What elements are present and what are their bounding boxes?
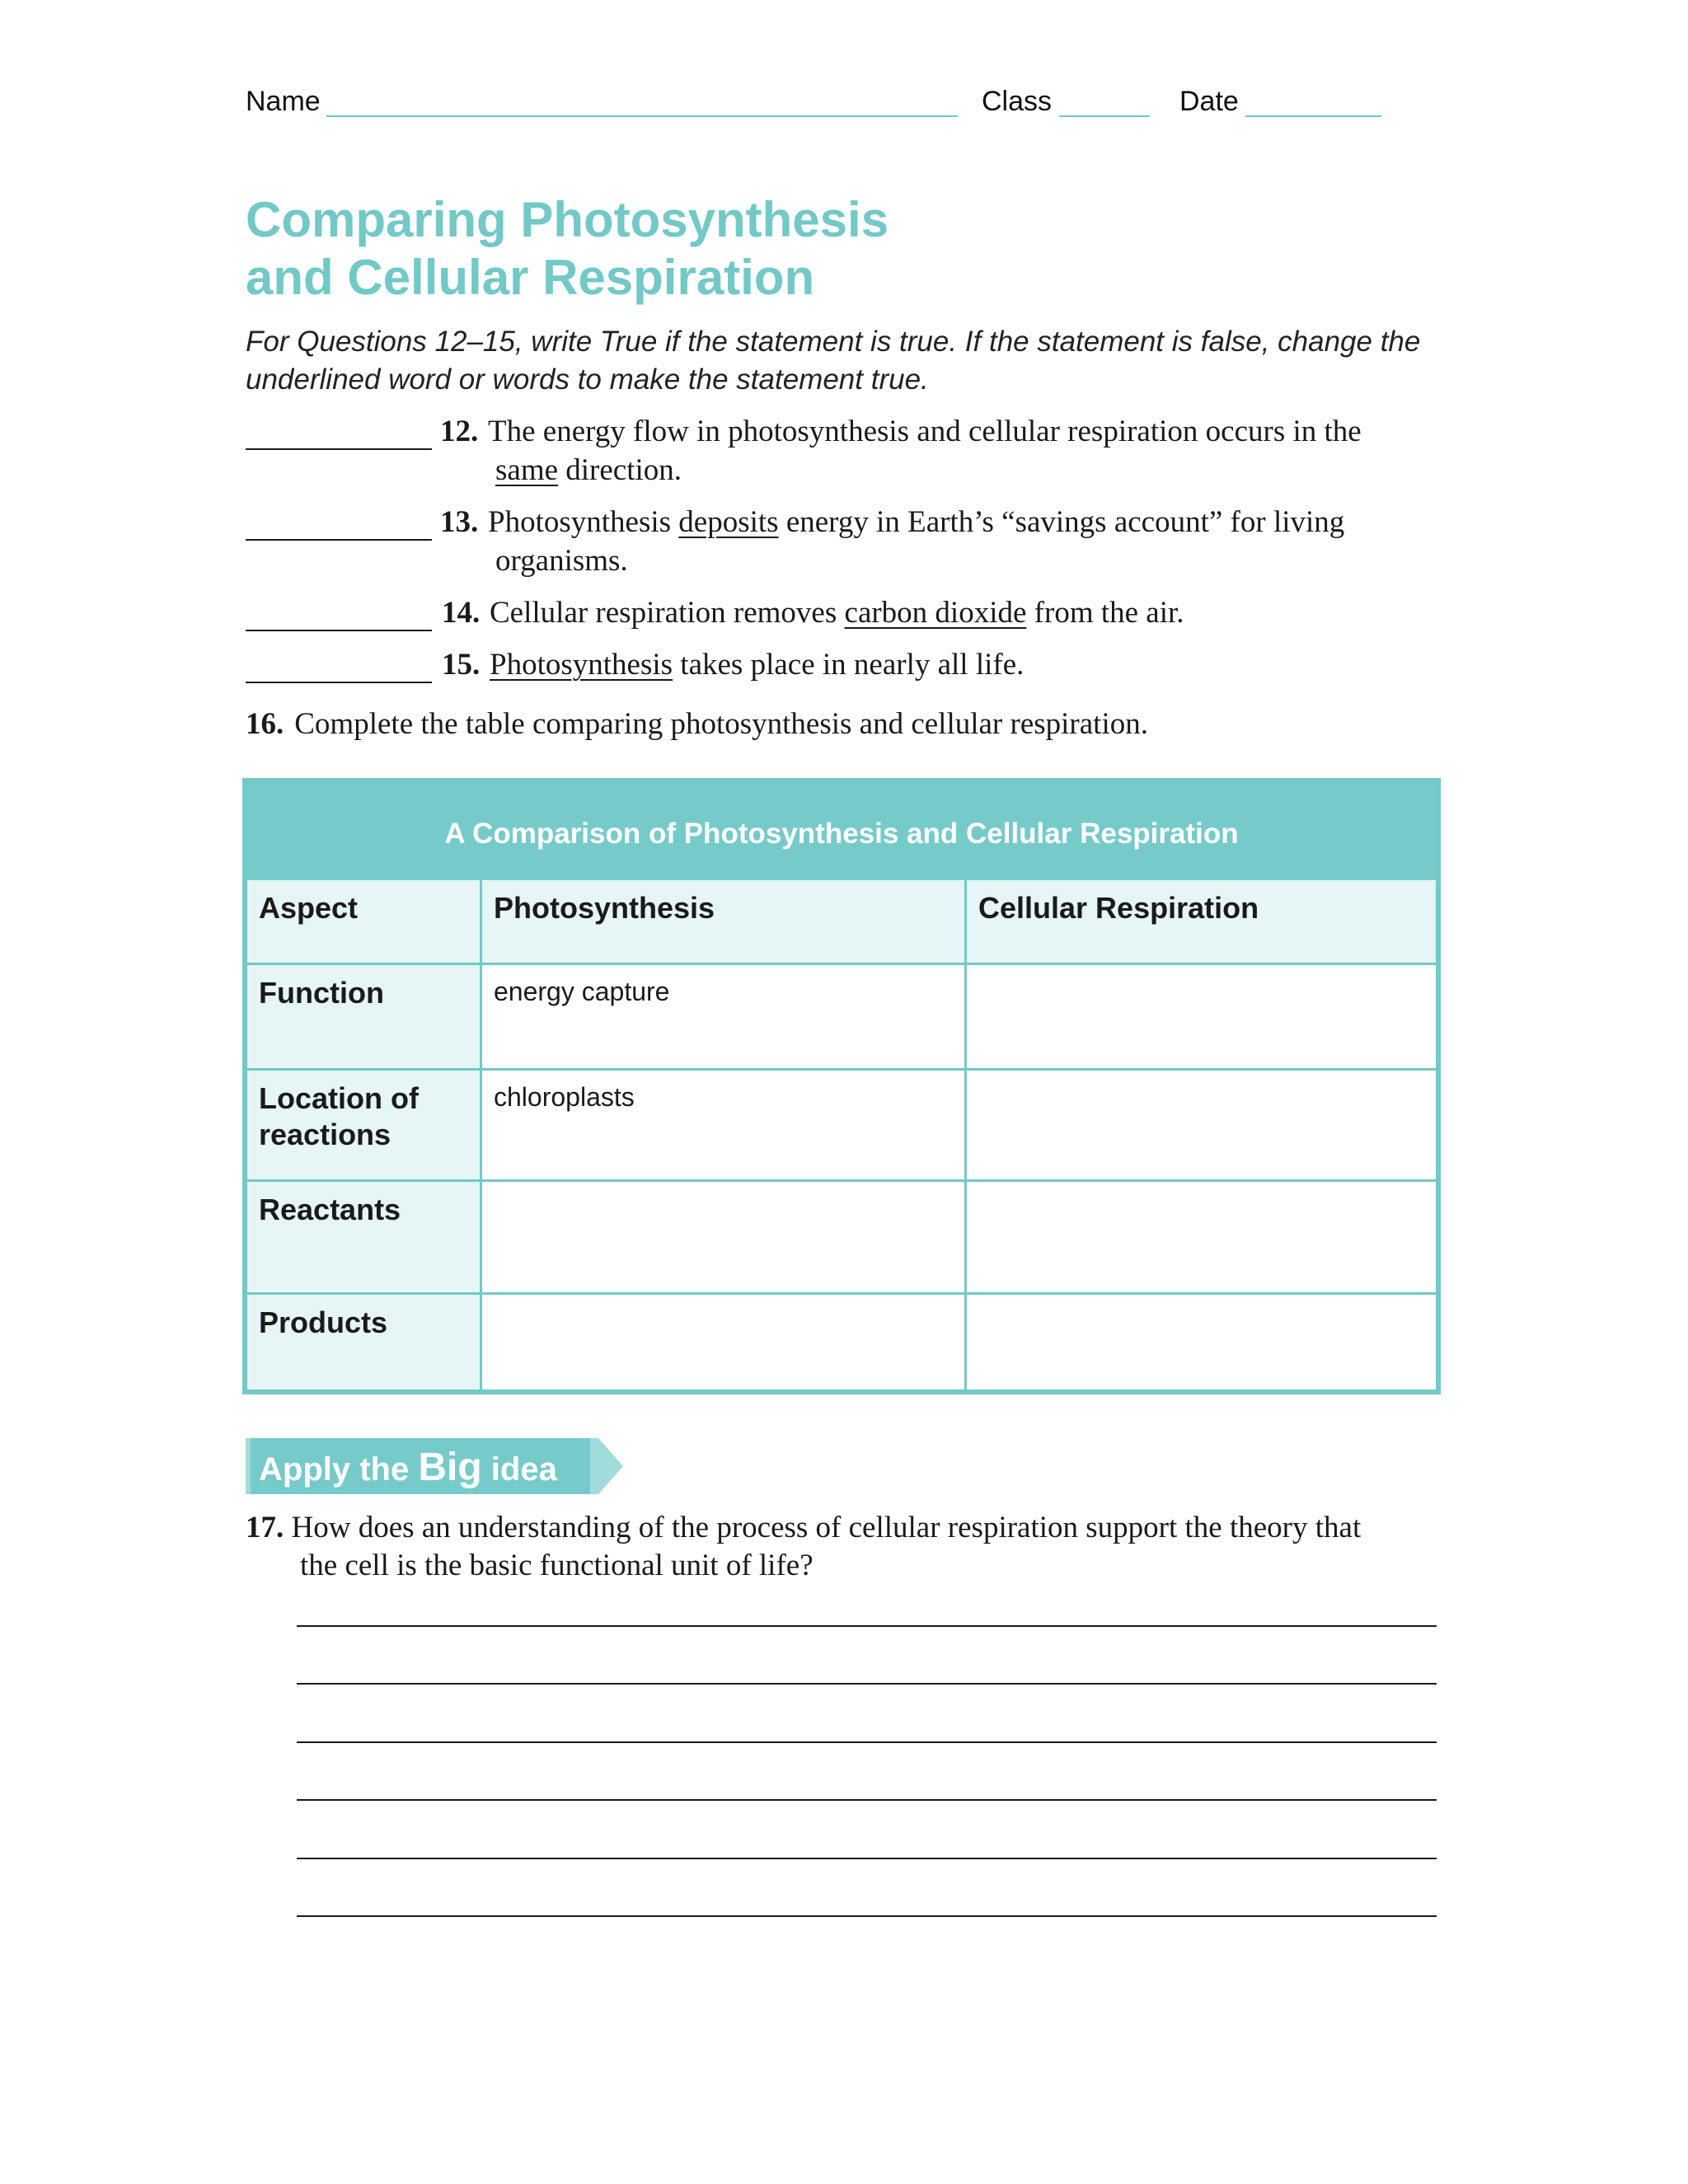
question-text	[488, 503, 1344, 541]
question-text	[490, 593, 1184, 632]
answer-line[interactable]	[297, 1799, 1437, 1801]
page-title	[246, 191, 1235, 307]
date-field[interactable]	[1245, 115, 1381, 117]
question-text: The energy flow in photosynthesis and cellular respiration occurs in the	[488, 415, 1362, 448]
question-14	[246, 593, 1482, 635]
question-text: How does an understanding of the process of cellular respiration support the theory that	[284, 1511, 1362, 1544]
title-line-2: and Cellular Respiration	[246, 250, 815, 305]
cell-function-photosynthesis[interactable]: energy capture	[482, 965, 967, 1071]
underlined-term: deposits	[678, 505, 779, 539]
banner-label	[259, 1445, 557, 1493]
question-text-after: energy in Earth’s “savings account” for living	[778, 505, 1345, 539]
cell-location-respiration[interactable]	[967, 1071, 1436, 1182]
comparison-table	[242, 778, 1441, 1394]
question-17	[246, 1509, 1449, 1585]
question-number: 17.	[246, 1511, 284, 1544]
row-header-reactants: Reactants	[247, 1182, 482, 1295]
question-number: 14.	[442, 596, 481, 630]
question-text-after: direction.	[558, 453, 682, 487]
column-header-photosynthesis: Photosynthesis	[482, 880, 967, 965]
question-number: 12.	[440, 415, 479, 448]
answer-line[interactable]	[297, 1915, 1437, 1917]
cell-function-respiration[interactable]	[967, 965, 1436, 1071]
question-16	[246, 705, 1482, 746]
cell-location-photosynthesis[interactable]: chloroplasts	[482, 1071, 967, 1182]
title-line-1: Comparing Photosynthesis	[246, 192, 889, 247]
row-header-location: Location of reactions	[247, 1071, 482, 1182]
column-header-cellular-respiration: Cellular Respiration	[967, 880, 1436, 965]
answer-line[interactable]	[297, 1858, 1437, 1859]
answer-blank-13[interactable]	[246, 539, 432, 541]
answer-line[interactable]	[297, 1625, 1437, 1627]
question-13	[246, 503, 1482, 582]
question-text	[490, 645, 1024, 684]
instructions: For Questions 12–15, write True if the statement is true. If the statement is false, change the underlined word or words to make the statement true.	[246, 326, 1421, 396]
question-17-line-1	[246, 1509, 1449, 1547]
question-continuation: organisms.	[495, 544, 628, 578]
row-header-products: Products	[247, 1295, 482, 1390]
question-text-after: takes place in nearly all life.	[673, 648, 1025, 682]
name-field[interactable]	[326, 115, 958, 117]
question-15	[246, 645, 1482, 687]
column-header-aspect: Aspect	[247, 880, 482, 965]
question-number: 15.	[442, 648, 481, 682]
cell-reactants-photosynthesis[interactable]	[482, 1182, 967, 1295]
date-label: Date	[1179, 86, 1239, 117]
apply-big-idea-banner	[246, 1438, 625, 1494]
question-12	[246, 412, 1482, 491]
question-continuation	[495, 451, 682, 490]
underlined-term: Photosynthesis	[490, 648, 673, 682]
question-17-line-2: the cell is the basic functional unit of life?	[300, 1549, 814, 1582]
question-text-before: Cellular respiration removes	[490, 596, 845, 630]
cell-products-photosynthesis[interactable]	[482, 1295, 967, 1390]
banner-prefix: Apply the	[259, 1451, 419, 1488]
name-label: Name	[246, 86, 321, 117]
question-number: 13.	[440, 505, 479, 539]
banner-big-word: Big	[418, 1446, 482, 1489]
question-text-before: Photosynthesis	[488, 505, 679, 539]
header-row	[246, 82, 1400, 122]
underlined-term: carbon dioxide	[844, 596, 1027, 630]
answer-line[interactable]	[297, 1741, 1437, 1743]
class-field[interactable]	[1059, 115, 1150, 117]
answer-blank-15[interactable]	[246, 682, 432, 683]
class-label: Class	[982, 86, 1053, 117]
answer-blank-14[interactable]	[246, 630, 432, 631]
row-header-function: Function	[247, 965, 482, 1071]
cell-products-respiration[interactable]	[967, 1295, 1436, 1390]
answer-line[interactable]	[297, 1683, 1437, 1685]
table-title: A Comparison of Photosynthesis and Cellular Respiration	[247, 783, 1436, 880]
question-number: 16.	[246, 707, 284, 741]
banner-suffix: idea	[481, 1451, 557, 1488]
answer-blank-12[interactable]	[246, 448, 432, 450]
question-text-after: from the air.	[1026, 596, 1184, 630]
cell-reactants-respiration[interactable]	[967, 1182, 1436, 1295]
question-text: Complete the table comparing photosynthesis and cellular respiration.	[287, 707, 1148, 741]
underlined-term: same	[495, 453, 559, 487]
